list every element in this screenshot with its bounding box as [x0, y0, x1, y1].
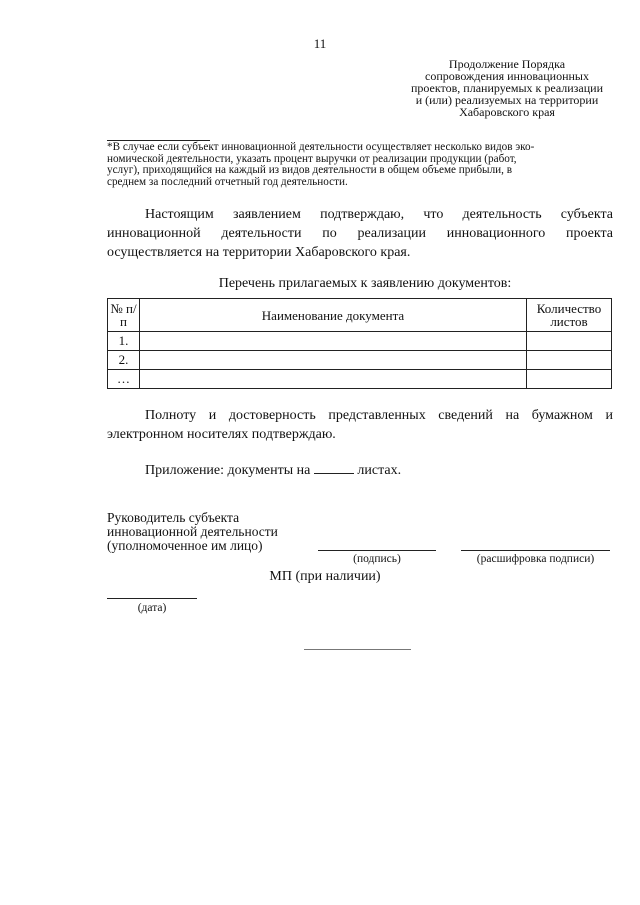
row-document-name — [140, 351, 527, 370]
header-line: Хабаровского края — [459, 105, 555, 119]
header-document-name: Наименование документа — [140, 299, 527, 332]
date-caption: (дата) — [137, 602, 167, 614]
signature-line — [318, 550, 436, 551]
row-number: … — [108, 370, 140, 389]
confirmation-paragraph — [107, 205, 613, 262]
header-line: сопровождения инновационных — [425, 69, 589, 83]
header-line: проектов, планируемых к реализации — [410, 81, 604, 95]
attachment-prefix: Приложение: документы на — [145, 463, 311, 478]
completeness-paragraph — [107, 406, 613, 444]
footnote-line: услуг), приходящийся на каждый из видов деятельности в общем объеме прибыли, в — [107, 164, 513, 177]
row-document-name — [140, 370, 527, 389]
row-document-name — [140, 332, 527, 351]
footnote-line: среднем за последний отчетный год деятельности. — [107, 175, 348, 188]
sheet-count-blank — [314, 461, 354, 474]
completeness-text: Полноту и достоверность представленных сведений на бумажном и электронном носителях подтверждаю. — [107, 408, 613, 442]
attachment-suffix: листах. — [357, 463, 402, 478]
confirmation-text: Настоящим заявлением подтверждаю, что деятельность субъекта инновационной деятельности по реализации инновационного проекта осуществляется на территории Хабаровского края. — [107, 207, 613, 260]
row-number: 1. — [108, 332, 140, 351]
row-sheet-count — [527, 351, 612, 370]
table-row — [108, 370, 612, 389]
footnote-line: номической деятельности, указать процент выручки от реализации продукции (работ, — [107, 152, 517, 165]
header-sheet-count: Количество листов — [527, 299, 612, 332]
table-row — [108, 351, 612, 370]
header-line: Продолжение Порядка — [448, 57, 566, 71]
table-header-row — [108, 299, 612, 332]
table-row — [108, 332, 612, 351]
signature-caption: (подпись) — [353, 553, 401, 565]
row-sheet-count — [527, 332, 612, 351]
footnote-line: *В случае если субъект инновационной деятельности осуществляет несколько видов эко- — [107, 141, 535, 153]
attachment-line — [145, 461, 401, 479]
footnote — [107, 142, 612, 188]
signature-decryption-line — [461, 550, 610, 551]
date-line — [107, 598, 197, 599]
documents-table — [107, 298, 612, 389]
header-line: и (или) реализуемых на территории — [415, 93, 599, 107]
documents-list-title: Перечень прилагаемых к заявлению документов: — [218, 276, 512, 291]
signature-decryption-caption: (расшифровка подписи) — [476, 553, 595, 565]
header-number: № п/п — [108, 299, 140, 332]
end-divider — [304, 649, 411, 650]
row-number: 2. — [108, 351, 140, 370]
signatory-label: Руководитель субъекта инновационной деятельности (уполномоченное им лицо) — [107, 510, 278, 553]
page-number: 11 — [313, 36, 327, 51]
row-sheet-count — [527, 370, 612, 389]
document-header — [392, 58, 622, 118]
stamp-label: МП (при наличии) — [269, 569, 381, 584]
